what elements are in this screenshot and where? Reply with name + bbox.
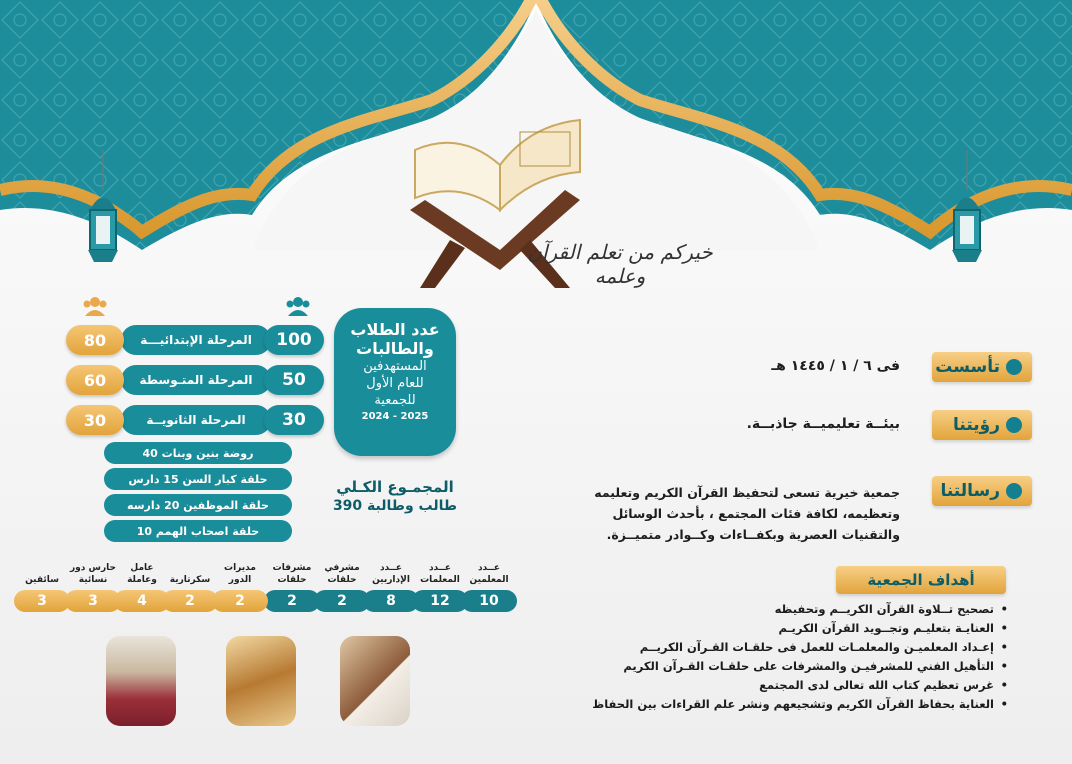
staff-item (264, 560, 320, 612)
staff-item (363, 560, 419, 612)
total-block (320, 478, 470, 514)
staff-label: عــدد المعلمات (420, 563, 460, 585)
goal-item: • تصحيح تــلاوة القرآن الكريــم وتحفيظه (528, 600, 1008, 619)
heading-line: المستهدفين (363, 359, 427, 374)
staff-label: سكرتارية (169, 575, 211, 585)
founded-label: تأسست (935, 357, 1000, 377)
photo-quran-pages (226, 636, 296, 726)
program-item: حلقة اصحاب الهمم 10 (104, 520, 292, 542)
staff-value: 2 (212, 590, 268, 612)
lantern-right-icon (944, 150, 990, 270)
heading-line: للعام الأول (366, 376, 424, 391)
staff-label: سائقين (25, 575, 59, 585)
level-row (66, 365, 326, 395)
staff-label: عــدد الإداريين (372, 563, 410, 585)
program-item: حلقة الموظفين 20 دارسه (104, 494, 292, 516)
lantern-left-icon (80, 150, 126, 270)
staff-value: 2 (314, 590, 370, 612)
staff-value: 10 (461, 590, 517, 612)
photo-students (340, 636, 410, 726)
goal-item: • غرس تعظيم كتاب الله تعالى لدى المجتمع (528, 676, 1008, 695)
staff-value: 3 (14, 590, 70, 612)
staff-value: 3 (65, 590, 121, 612)
staff-label: مشرفات حلقات (272, 563, 312, 585)
goals-list (528, 600, 1008, 714)
heading-line: والطالبات (356, 339, 434, 358)
target-icon (1006, 483, 1022, 499)
mission-line: وتعظيمه، لكافة فئات المجتمع ، بأحدث الوسائل (612, 506, 900, 521)
mission-tag (932, 476, 1032, 506)
level-boys-count: 30 (264, 405, 324, 435)
heading-line: للجمعية (374, 393, 416, 408)
staff-label: حارس دور نسائية (70, 563, 116, 585)
level-girls-count: 80 (66, 325, 124, 355)
level-boys-count: 50 (264, 365, 324, 395)
vision-tag (932, 410, 1032, 440)
calligraphy: خيركم من تعلم القرآن وعلمه (527, 240, 713, 288)
mission-line: والتقنيات العصرية وبكفــاءات وكــوادر متميــزة. (606, 527, 900, 542)
program-item: روضة بنين وبنات 40 (104, 442, 292, 464)
level-boys-count: 100 (264, 325, 324, 355)
goal-item: • العناية بحفاظ القرآن الكريم وتشجيعهم ونشر علم القراءات بين الحفاظ (528, 695, 1008, 714)
staff-item (162, 560, 218, 612)
founded-tag (932, 352, 1032, 382)
staff-value: 12 (412, 590, 468, 612)
goal-item: • العنايـة بتعليـم وتجــويد القرآن الكريـم (528, 619, 1008, 638)
vision-label: رؤيتنا (953, 415, 1000, 435)
founded-date: فى ٦ / ١ / ١٤٤٥ هـ (771, 358, 900, 374)
staff-item (314, 560, 370, 612)
goal-item: • التأهيل الفني للمشرفيـن والمشرفات على حلقـات القـرآن الكريم (528, 657, 1008, 676)
staff-item (65, 560, 121, 612)
program-item: حلقة كبار السن 15 دارس (104, 468, 292, 490)
staff-value: 2 (264, 590, 320, 612)
level-name: المرحلة المتـوسطة (121, 365, 271, 395)
staff-value: 4 (114, 590, 170, 612)
level-row (66, 405, 326, 435)
staff-label: مديرات الدور (224, 563, 256, 585)
students-heading-box (334, 308, 456, 456)
level-girls-count: 30 (66, 405, 124, 435)
staff-item (14, 560, 70, 612)
total-label: المجمـوع الكـلي (336, 478, 454, 496)
level-name: المرحلة الإبتدائيـــة (121, 325, 271, 355)
staff-item (114, 560, 170, 612)
heading-line: عدد الطلاب (350, 320, 440, 339)
hand-icon (1006, 359, 1022, 375)
goals-title: أهداف الجمعية (836, 566, 1006, 594)
mission-line: جمعية خيرية تسعى لتحفيظ القرآن الكريم وتعليمه (594, 485, 900, 500)
group-icon (82, 296, 108, 316)
heading-year: 2024 - 2025 (361, 411, 429, 422)
mission-text (580, 482, 900, 545)
total-value: 390 طالب وطالبة (332, 498, 458, 514)
staff-value: 8 (363, 590, 419, 612)
staff-value: 2 (162, 590, 218, 612)
staff-label: مشرفي حلقات (324, 563, 360, 585)
level-row (66, 325, 326, 355)
staff-item (461, 560, 517, 612)
group-icon (285, 296, 311, 316)
goal-item: • إعـداد المعلميـن والمعلمـات للعمل فى حلقـات القـرآن الكريــم (528, 638, 1008, 657)
vision-text: بيئــة تعليميــة جاذبــة. (746, 416, 900, 432)
level-name: المرحلة الثانويــة (121, 405, 271, 435)
eye-icon (1006, 417, 1022, 433)
staff-label: عامل وعاملة (127, 563, 157, 585)
level-girls-count: 60 (66, 365, 124, 395)
staff-item (412, 560, 468, 612)
photo-mosque-class (106, 636, 176, 726)
staff-label: عــدد المعلمين (469, 563, 509, 585)
staff-item (212, 560, 268, 612)
mission-label: رسالتنا (940, 481, 1000, 501)
